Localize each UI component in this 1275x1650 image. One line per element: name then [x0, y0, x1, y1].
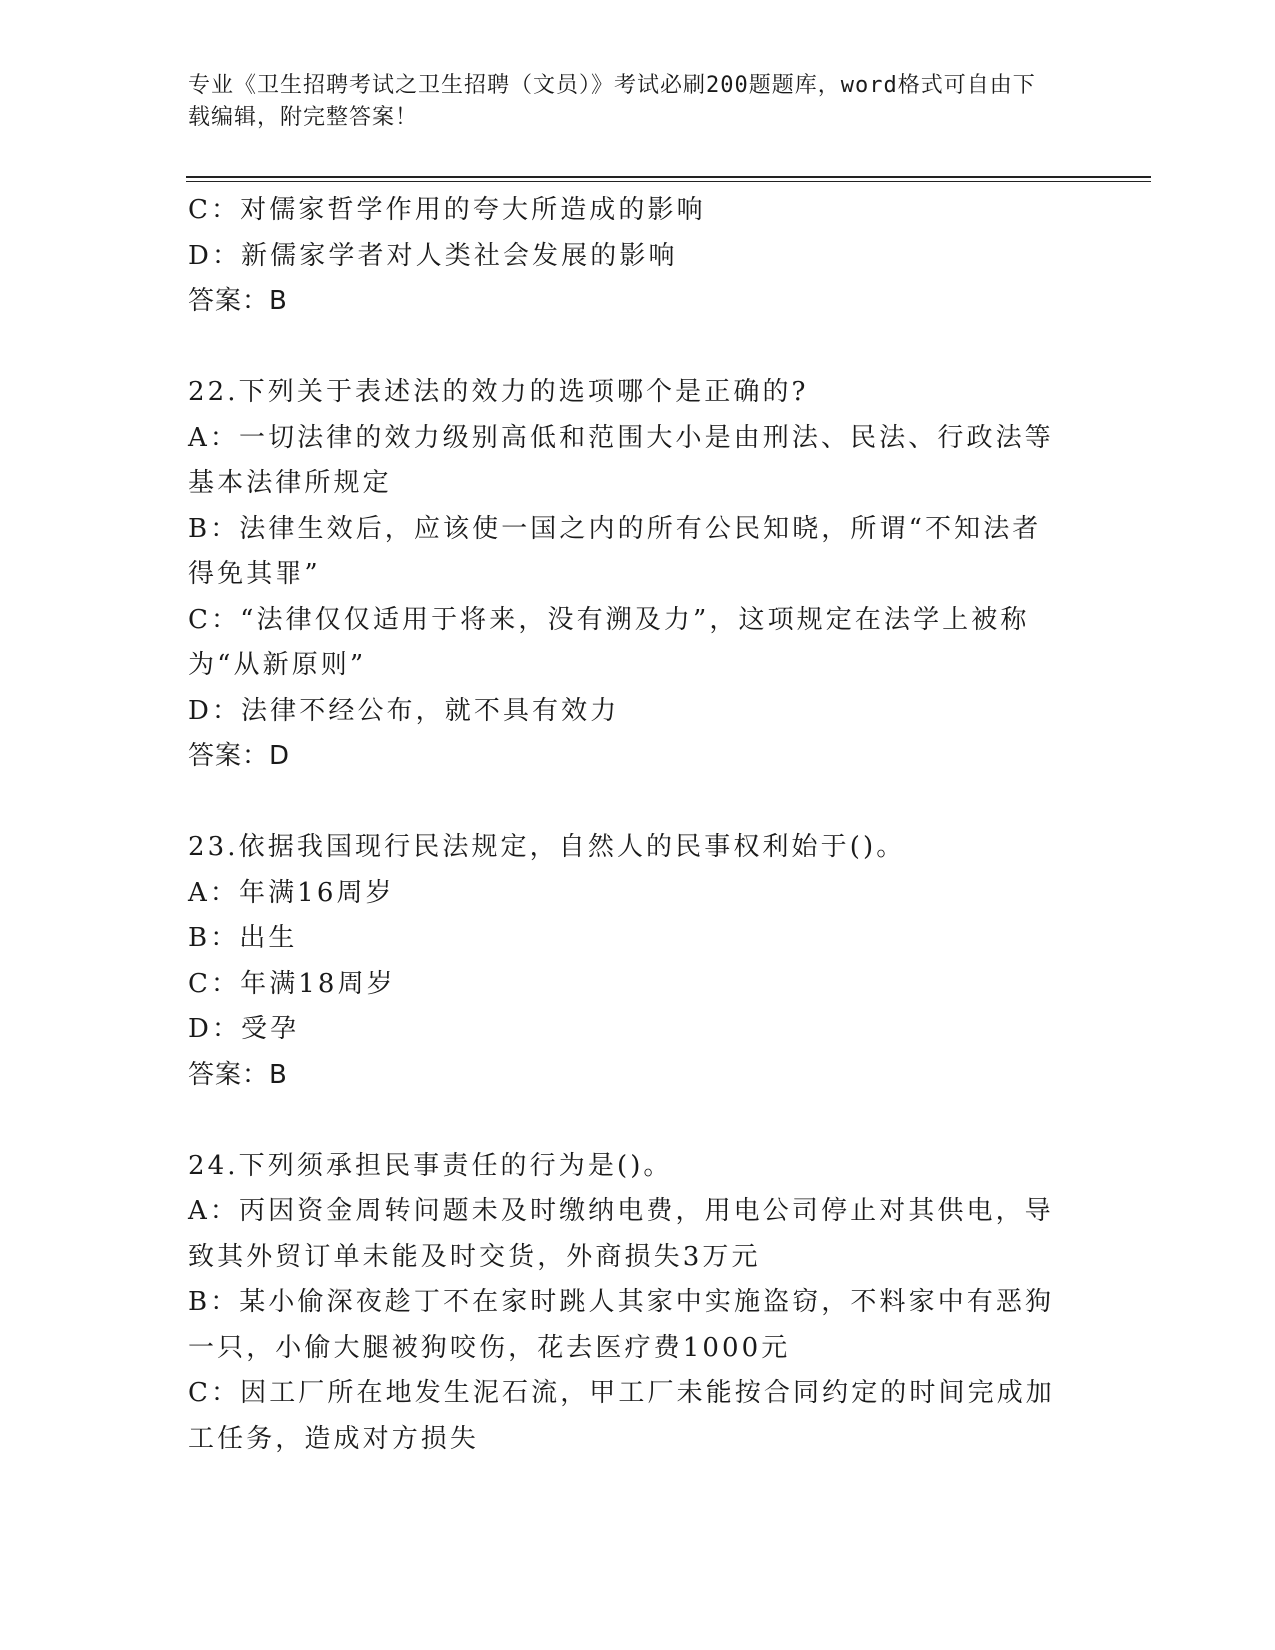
- question-22: [188, 370, 1068, 780]
- option-c: C：因工厂所在地发生泥石流，甲工厂未能按合同约定的时间完成加工任务，造成对方损失: [188, 1378, 1055, 1454]
- option-a: A：丙因资金周转问题未及时缴纳电费，用电公司停止对其供电，导致其外贸订单未能及时交货，外商损失3万元: [188, 1196, 1054, 1272]
- option-d: D：受孕: [188, 1014, 300, 1044]
- option-b: B：法律生效后，应该使一国之内的所有公民知晓，所谓“不知法者得免其罪”: [188, 513, 1042, 589]
- question-stem: 24.下列须承担民事责任的行为是()。: [188, 1150, 673, 1181]
- question-23: [188, 825, 1068, 1098]
- option-c: C：对儒家哲学作用的夸大所造成的影响: [188, 195, 706, 225]
- option-a: A：年满16周岁: [188, 877, 395, 908]
- document-body: [188, 188, 1068, 1462]
- option-b: B：出生: [188, 923, 298, 953]
- question-stem: 22.下列关于表述法的效力的选项哪个是正确的?: [188, 377, 809, 407]
- answer-line: 答案：D: [188, 741, 291, 771]
- option-b: B：某小偷深夜趁丁不在家时跳人其家中实施盗窃，不料家中有恶狗一只，小偷大腿被狗咬伤，花去医疗费1000元: [188, 1287, 1055, 1363]
- page-header: 专业《卫生招聘考试之卫生招聘（文员）》考试必刷200题题库，word格式可自由下载编辑，附完整答案！: [188, 73, 1036, 130]
- spacer: [188, 325, 1068, 371]
- spacer: [188, 780, 1068, 826]
- header-rule-thin: [186, 181, 1151, 182]
- question-21-continuation: [188, 188, 1068, 325]
- option-a: A：一切法律的效力级别高低和范围大小是由刑法、民法、行政法等基本法律所规定: [188, 422, 1054, 498]
- spacer: [188, 1098, 1068, 1144]
- question-stem: 23.依据我国现行民法规定，自然人的民事权利始于()。: [188, 832, 906, 862]
- question-24: [188, 1144, 1068, 1463]
- option-c: C：年满18周岁: [188, 968, 396, 999]
- answer-line: 答案：B: [188, 1059, 288, 1090]
- header-rule-thick: [186, 176, 1151, 178]
- option-d: D：法律不经公布，就不具有效力: [188, 695, 620, 726]
- option-c: C：“法律仅仅适用于将来，没有溯及力”，这项规定在法学上被称为“从新原则”: [188, 604, 1030, 680]
- answer-line: 答案：B: [188, 286, 288, 316]
- option-d: D：新儒家学者对人类社会发展的影响: [188, 240, 678, 271]
